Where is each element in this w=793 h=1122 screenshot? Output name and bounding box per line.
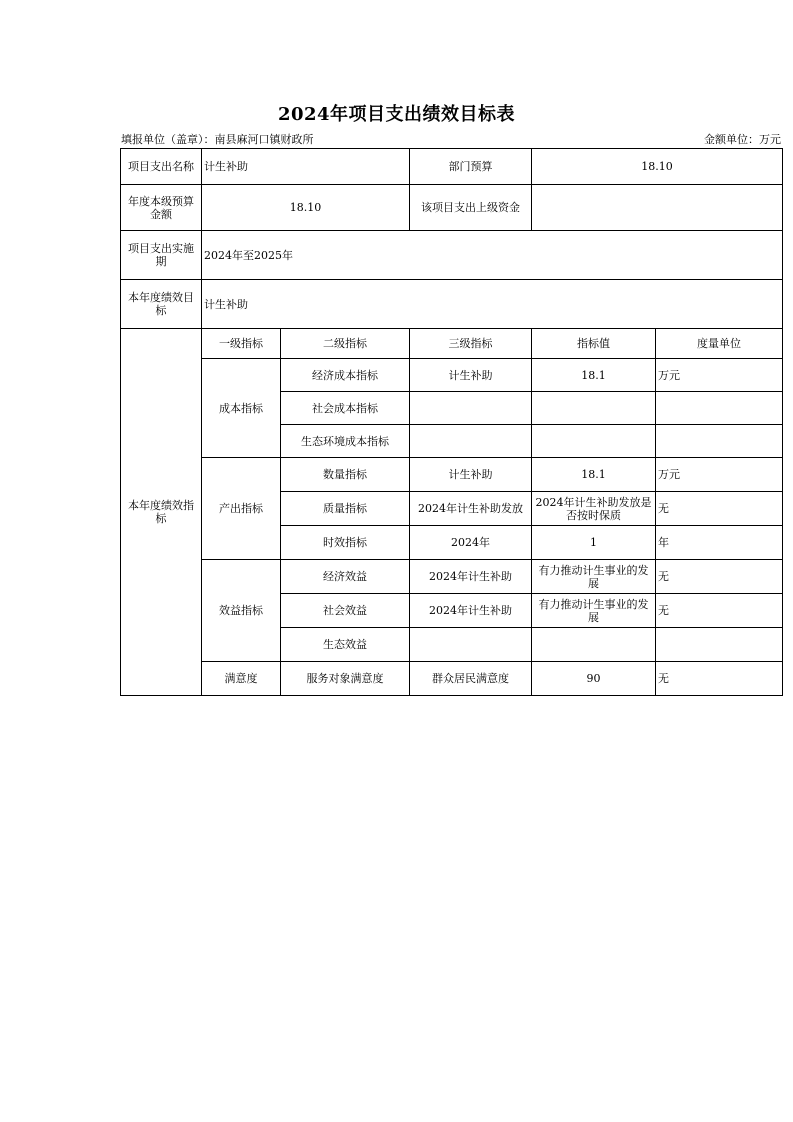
row-value: 有力推动计生事业的发展: [532, 594, 656, 628]
row-unit: 无: [656, 594, 783, 628]
row-value: 18.1: [532, 458, 656, 492]
row-level2: 社会成本指标: [281, 392, 410, 425]
header-level1: 一级指标: [202, 329, 281, 359]
row-unit: 年: [656, 526, 783, 560]
annual-budget-value: 18.10: [202, 185, 410, 231]
row-value: 18.1: [532, 359, 656, 392]
row-unit: 无: [656, 662, 783, 696]
row-value: [532, 628, 656, 662]
dept-budget-label: 部门预算: [410, 149, 532, 185]
header-level3: 三级指标: [410, 329, 532, 359]
upper-fund-label: 该项目支出上级资金: [410, 185, 532, 231]
row-level2: 经济成本指标: [281, 359, 410, 392]
row-unit: 无: [656, 560, 783, 594]
row-level3: 2024年计生补助: [410, 594, 532, 628]
project-name-value: 计生补助: [202, 149, 410, 185]
row-level3: [410, 392, 532, 425]
row-level3: 2024年: [410, 526, 532, 560]
header-unit: 度量单位: [656, 329, 783, 359]
row-level2: 社会效益: [281, 594, 410, 628]
row-level2: 质量指标: [281, 492, 410, 526]
fill-unit: 填报单位（盖章）：南县麻河口镇财政所: [121, 133, 314, 146]
performance-target-table: [120, 148, 783, 696]
period-label: 项目支出实施期: [121, 231, 202, 280]
row-level2: 生态效益: [281, 628, 410, 662]
row-level2: 时效指标: [281, 526, 410, 560]
header-value: 指标值: [532, 329, 656, 359]
period-value: 2024年至2025年: [202, 231, 783, 280]
row-value: 1: [532, 526, 656, 560]
group-benefit: 效益指标: [202, 560, 281, 662]
row-value: 90: [532, 662, 656, 696]
row-level2: 经济效益: [281, 560, 410, 594]
row-level3: 2024年计生补助发放: [410, 492, 532, 526]
row-unit: [656, 392, 783, 425]
goal-label: 本年度绩效目标: [121, 280, 202, 329]
row-unit: 万元: [656, 359, 783, 392]
indicators-section-label: 本年度绩效指标: [121, 329, 202, 696]
row-unit: 无: [656, 492, 783, 526]
row-unit: [656, 628, 783, 662]
row-unit: [656, 425, 783, 458]
goal-value: 计生补助: [202, 280, 783, 329]
row-level2: 生态环境成本指标: [281, 425, 410, 458]
row-level3: 群众居民满意度: [410, 662, 532, 696]
row-level3: [410, 425, 532, 458]
row-level3: 计生补助: [410, 458, 532, 492]
upper-fund-value: [532, 185, 783, 231]
page-title: 2024年项目支出绩效目标表: [277, 104, 516, 125]
group-output: 产出指标: [202, 458, 281, 560]
header-level2: 二级指标: [281, 329, 410, 359]
row-value: [532, 425, 656, 458]
row-value: [532, 392, 656, 425]
row-level3: 2024年计生补助: [410, 560, 532, 594]
row-level3: [410, 628, 532, 662]
row-level3: 计生补助: [410, 359, 532, 392]
project-name-label: 项目支出名称: [121, 149, 202, 185]
group-satisfaction: 满意度: [202, 662, 281, 696]
row-level2: 服务对象满意度: [281, 662, 410, 696]
dept-budget-value: 18.10: [532, 149, 783, 185]
row-unit: 万元: [656, 458, 783, 492]
amount-unit: 金额单位：万元: [704, 133, 781, 146]
group-cost: 成本指标: [202, 359, 281, 458]
row-value: 2024年计生补助发放是否按时保质: [532, 492, 656, 526]
annual-budget-label: 年度本级预算金额: [121, 185, 202, 231]
row-value: 有力推动计生事业的发展: [532, 560, 656, 594]
row-level2: 数量指标: [281, 458, 410, 492]
